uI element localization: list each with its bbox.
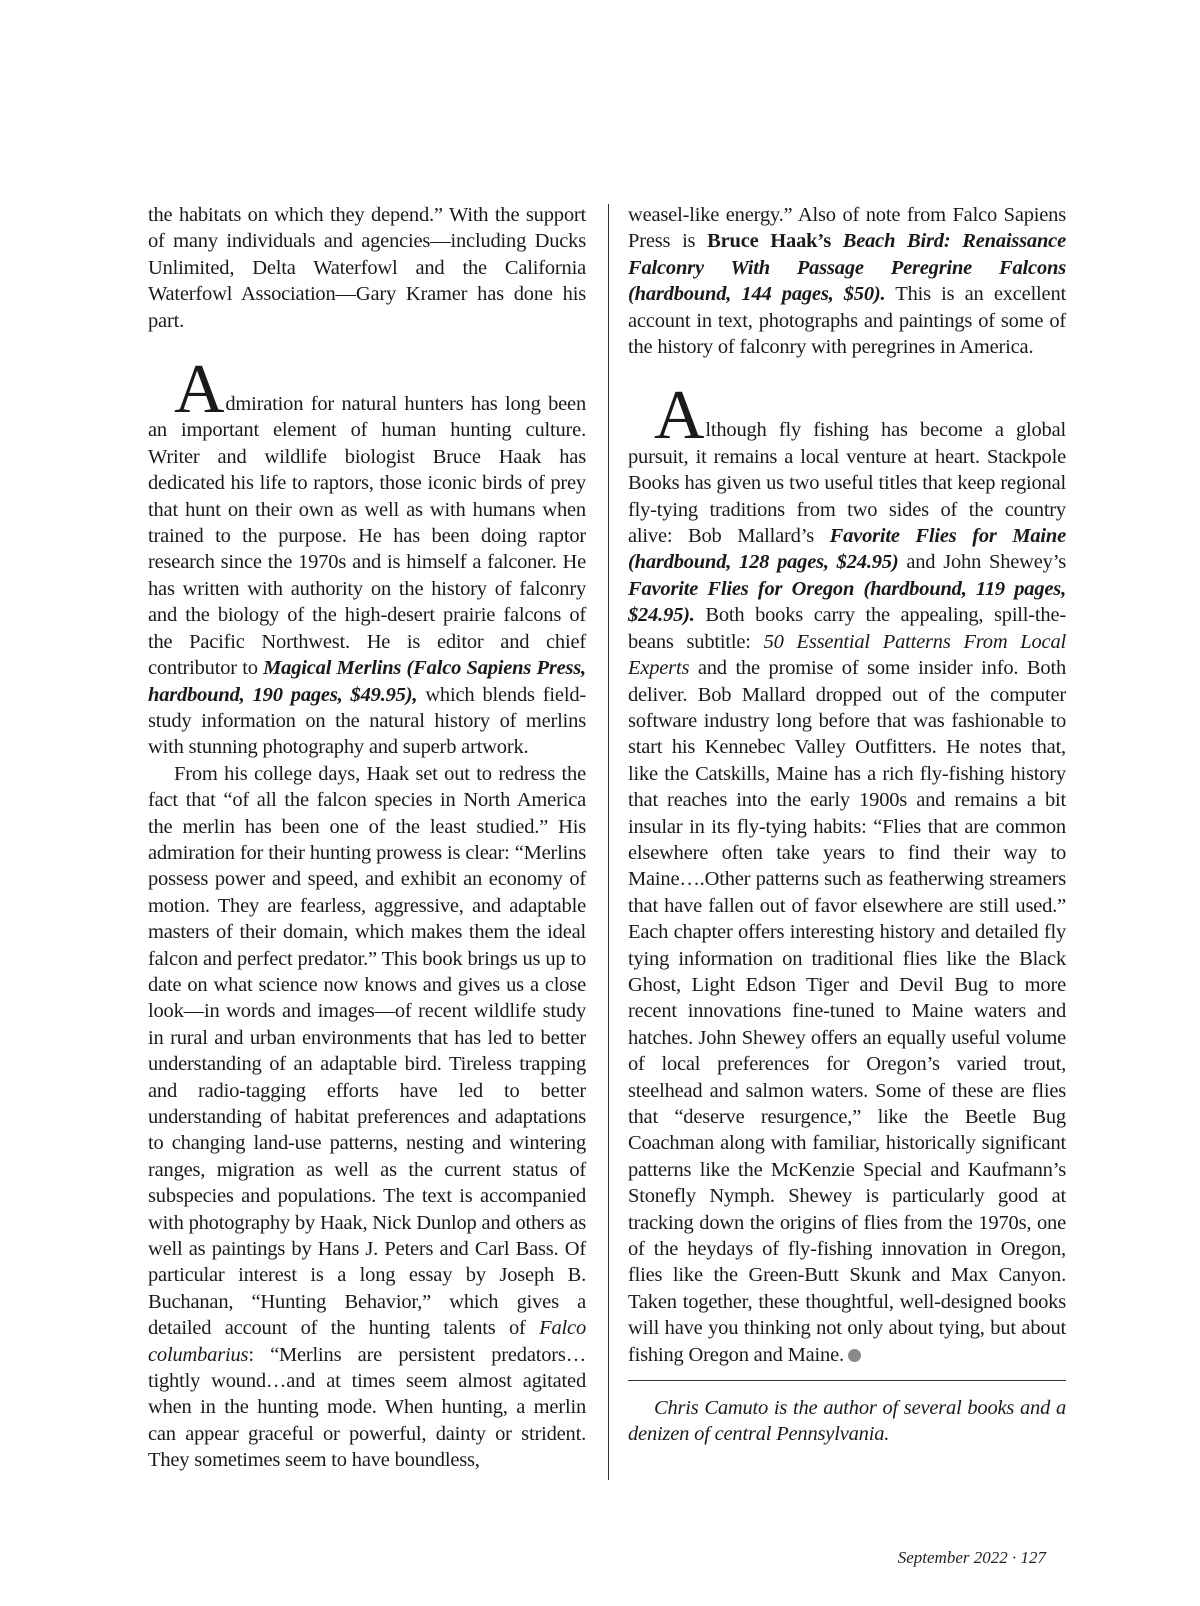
author-bio: Chris Camuto is the author of several books and a denizen of central Pennsylvania. bbox=[628, 1397, 1066, 1446]
species-name: Falco columbarius bbox=[148, 1317, 586, 1366]
drop-cap: A bbox=[174, 351, 225, 429]
book-subtitle: 50 Essential Patterns From Local Experts bbox=[628, 630, 1066, 680]
page-footer bbox=[898, 1548, 1046, 1568]
paragraph-fly-fishing bbox=[628, 377, 1067, 1368]
end-mark-icon bbox=[848, 1349, 861, 1362]
book-title-beach-bird: Beach Bird: Renaissance Falconry With Passage Peregrine Falcons (hardbound, 144 pages, $50). bbox=[628, 230, 1066, 306]
left-column bbox=[148, 202, 586, 1474]
paragraph-kramer-ending: the habitats on which they depend.” With the support of many individuals and agencies—including Ducks Unlimited, Delta Waterfowl and the California Waterfowl Association—Gary Kramer has done his part. bbox=[148, 204, 586, 332]
book-title-flies-maine: Favorite Flies for Maine (hardbound, 128 pages, $24.95) bbox=[628, 525, 1067, 574]
text-run: dmiration for natural hunters has long been an important element of human hunting culture. Writer and wildlife biologist Bruce Haak has dedicated his life to raptors, those iconic birds of prey that hunt on their own as well as with humans when trained to the purpose. He has been doing raptor research since the 1970s and is himself a falconer. He has written with authority on the history of falconry and the biology of the high-desert prairie falcons of the Pacific Northwest. He is editor and chief contributor to bbox=[148, 393, 586, 680]
paragraph-haak-merlin-study bbox=[148, 761, 586, 1474]
book-title-magical-merlins: Magical Merlins (Falco Sapiens Press, hardbound, 190 pages, $49.95), bbox=[148, 657, 586, 706]
bio-divider bbox=[628, 1380, 1066, 1381]
text-run: which blends field-study information on the natural history of merlins with stunning photography and superb artwork. bbox=[148, 683, 586, 759]
book-title-flies-oregon: Favorite Flies for Oregon (hardbound, 119 pages, $24.95). bbox=[628, 577, 1066, 627]
page-number: 127 bbox=[1020, 1548, 1046, 1567]
text-run: lthough fly fishing has become a global pursuit, it remains a local venture at heart. Stackpole Books has given us two useful titles that keep regional fly-tying traditions from two sides of the country alive: Bob Mallard’s bbox=[628, 419, 1066, 548]
text-run: Both books carry the appealing, spill-the-beans subtitle: bbox=[628, 604, 1066, 653]
drop-cap: A bbox=[654, 377, 705, 455]
text-run: This is an excellent account in text, photographs and paintings of some of the history of falconry with peregrines in America. bbox=[628, 283, 1067, 359]
paragraph-merlins-intro bbox=[148, 351, 586, 761]
issue-date: September 2022 bbox=[897, 1548, 1008, 1567]
text-run: and John Shewey’s bbox=[898, 551, 1066, 574]
footer-separator: · bbox=[1012, 1548, 1017, 1567]
right-column bbox=[628, 202, 1066, 1448]
book-author: Bruce Haak’s bbox=[707, 230, 831, 253]
text-run: From his college days, Haak set out to redress the fact that “of all the falcon species in North America the merlin has been one of the least studied.” His admiration for their hunting prowess is clear: “Merlins possess power and speed, and exhibit an economy of motion. They are fearless, aggressive, and adaptable masters of their domain, which makes them the ideal falcon and perfect predator.” This book brings us up to date on what science now knows and gives us a close look—in words and images—of recent wildlife study in rural and urban environments that has led to better understanding of an adaptable bird. Tireless trapping and radio-tagging efforts have led to better understanding of habitat preferences and adaptations to changing land-use patterns, nesting and wintering ranges, migration as well as the current status of subspecies and populations. The text is accompanied with photography by Haak, Nick Dunlop and others as well as paintings by Hans J. Peters and Carl Bass. Of particular interest is a long essay by Joseph B. Buchanan, “Hunting Behavior,” which gives a detailed account of the hunting talents of bbox=[148, 762, 586, 1340]
column-divider bbox=[608, 204, 609, 1480]
text-run: : “Merlins are persistent predators…tightly wound…and at times seem almost agitated when in the hunting mode. When hunting, a merlin can appear graceful or powerful, dainty or strident. They sometimes seem to have boundless, bbox=[148, 1343, 586, 1472]
text-run: weasel-like energy.” Also of note from Falco Sapiens Press is bbox=[628, 204, 1066, 253]
paragraph-beach-bird bbox=[628, 202, 1066, 360]
text-run: and the promise of some insider info. Both deliver. Bob Mallard dropped out of the computer software industry long before that was fashionable to start his Kennebec Valley Outfitters. He notes that, like the Catskills, Maine has a rich fly-fishing history that reaches into the early 1900s and remains a bit insular in its fly-tying habits: “Flies that are common elsewhere often take years to find their way to Maine….Other patterns such as featherwing streamers that have fallen out of favor elsewhere are still used.” Each chapter offers interesting history and detailed fly tying information on traditional flies like the Black Ghost, Light Edson Tiger and Devil Bug to more recent innovations fine-tuned to Maine waters and hatches. John Shewey offers an equally useful volume of local preferences for Oregon’s varied trout, steelhead and salmon waters. Some of these are flies that “deserve resurgence,” like the Beetle Bug Coachman along with familiar, historically significant patterns like the McKenzie Special and Kaufmann’s Stonefly Nymph. Shewey is particularly good at tracking down the origins of flies from the 1970s, one of the heydays of fly-fishing innovation in Oregon, flies like the Green-Butt Skunk and Max Canyon. Taken together, these thoughtful, well-designed books will have you thinking not only about tying, but about fishing Oregon and Maine. bbox=[628, 657, 1066, 1366]
